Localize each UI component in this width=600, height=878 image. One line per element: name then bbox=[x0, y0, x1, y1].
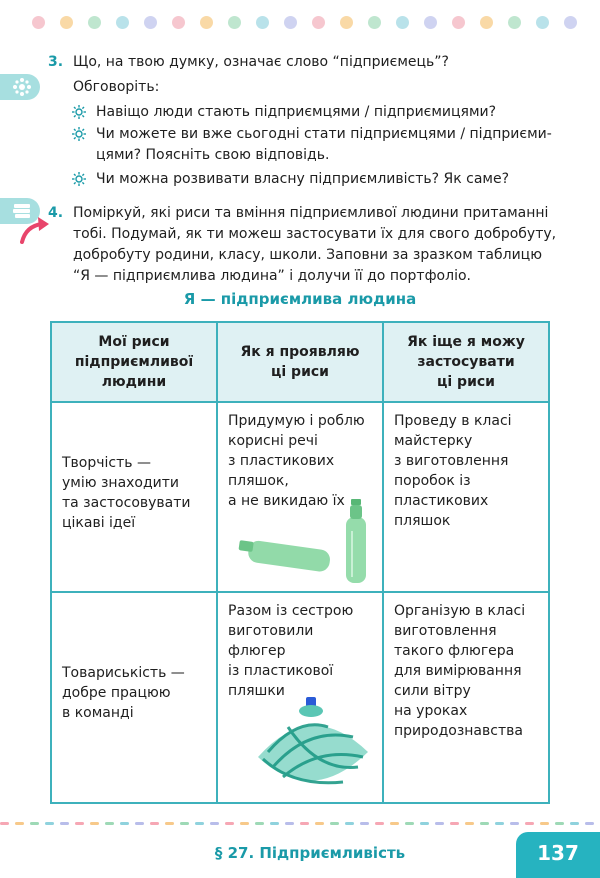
cell-text-line: Творчість — bbox=[62, 455, 151, 471]
table-cell bbox=[383, 402, 549, 592]
decorative-dash bbox=[525, 822, 534, 825]
table-cell bbox=[217, 402, 383, 592]
question-text-line: Поміркуй, які риси та вміння підприємливої людини притаманні bbox=[73, 205, 549, 221]
decorative-dash bbox=[120, 822, 129, 825]
decorative-dash bbox=[30, 822, 39, 825]
sun-bullet-icon bbox=[72, 172, 86, 186]
cell-text-line: пляшки bbox=[228, 683, 285, 699]
decorative-dash bbox=[210, 822, 219, 825]
decorative-dash bbox=[45, 822, 54, 825]
decorative-dash bbox=[465, 822, 474, 825]
decorative-dot bbox=[228, 16, 241, 29]
decorative-dash bbox=[480, 822, 489, 825]
table-cell bbox=[51, 592, 217, 803]
table-cell bbox=[217, 592, 383, 803]
decorative-dot bbox=[60, 16, 73, 29]
cell-text-line: для вимірювання bbox=[394, 663, 522, 679]
decorative-dot bbox=[200, 16, 213, 29]
wind-spinner-image bbox=[248, 697, 378, 797]
cell-text-line: з пластикових bbox=[228, 453, 335, 469]
decorative-dash bbox=[585, 822, 594, 825]
cell-text-line: та застосовувати bbox=[62, 495, 191, 511]
cell-text-line: сили вітру bbox=[394, 683, 471, 699]
cell-text-line: Придумую і роблю bbox=[228, 413, 365, 429]
table-header-row bbox=[51, 322, 549, 402]
decorative-dash bbox=[420, 822, 429, 825]
decorative-dash bbox=[570, 822, 579, 825]
discussion-icon bbox=[12, 77, 32, 97]
cell-text-line: Організую в класі bbox=[394, 603, 526, 619]
question-number: 3. bbox=[48, 54, 64, 70]
decorative-dash bbox=[540, 822, 549, 825]
bottom-dashed-divider bbox=[0, 822, 600, 826]
decorative-dash bbox=[255, 822, 264, 825]
decorative-dash bbox=[375, 822, 384, 825]
cell-text-line: корисні речі bbox=[228, 433, 318, 449]
decorative-dot bbox=[340, 16, 353, 29]
decorative-dash bbox=[315, 822, 324, 825]
cell-text-line: Товариськість — bbox=[62, 665, 185, 681]
decorative-dash bbox=[75, 822, 84, 825]
cell-text-line: пляшок, bbox=[228, 473, 289, 489]
cell-text-line: поробок із bbox=[394, 473, 471, 489]
question-text-line: тобі. Подумай, як ти можеш застосувати їх для свого добробуту, bbox=[73, 226, 557, 242]
decorative-dot bbox=[508, 16, 521, 29]
question-text-line: “Я — підприємлива людина” і долучи її до портфоліо. bbox=[73, 268, 471, 284]
decorative-dash bbox=[555, 822, 564, 825]
decorative-dot bbox=[368, 16, 381, 29]
decorative-dot bbox=[424, 16, 437, 29]
decorative-dash bbox=[360, 822, 369, 825]
bullet-text-line-2: цями? Поясніть свою відповідь. bbox=[96, 147, 330, 163]
cell-text-line: цікаві ідеї bbox=[62, 515, 136, 531]
sun-bullet-icon bbox=[72, 105, 86, 119]
decorative-dot bbox=[172, 16, 185, 29]
table-header-cell: Як я проявляю ці риси bbox=[217, 322, 383, 402]
table-cell bbox=[51, 402, 217, 592]
cell-text-line: пляшок bbox=[394, 513, 451, 529]
question-text-line: добробуту родини, класу, школи. Заповни за зразком таблицю bbox=[73, 247, 542, 263]
decorative-dash bbox=[60, 822, 69, 825]
traits-table bbox=[50, 321, 550, 804]
decorative-dot bbox=[284, 16, 297, 29]
top-decorative-dots bbox=[32, 16, 592, 30]
curved-arrow-icon bbox=[20, 216, 50, 244]
cell-text-line: виготовили bbox=[228, 623, 314, 639]
decorative-dot bbox=[144, 16, 157, 29]
decorative-dot bbox=[32, 16, 45, 29]
decorative-dash bbox=[435, 822, 444, 825]
decorative-dot bbox=[564, 16, 577, 29]
table-header-cell: Як іще я можу застосувати ці риси bbox=[383, 322, 549, 402]
table-header-cell: Мої риси підприємливої людини bbox=[51, 322, 217, 402]
decorative-dot bbox=[396, 16, 409, 29]
sun-bullet-icon bbox=[72, 127, 86, 141]
decorative-dash bbox=[90, 822, 99, 825]
decorative-dash bbox=[510, 822, 519, 825]
decorative-dash bbox=[195, 822, 204, 825]
cell-text-line: флюгер bbox=[228, 643, 286, 659]
cell-text-line: в команді bbox=[62, 705, 134, 721]
decorative-dash bbox=[135, 822, 144, 825]
cell-text-line: виготовлення bbox=[394, 623, 497, 639]
decorative-dash bbox=[105, 822, 114, 825]
decorative-dot bbox=[256, 16, 269, 29]
decorative-dash bbox=[405, 822, 414, 825]
decorative-dash bbox=[450, 822, 459, 825]
table-cell bbox=[383, 592, 549, 803]
plastic-bottles-image bbox=[238, 497, 378, 587]
discuss-label: Обговоріть: bbox=[73, 79, 160, 95]
page-number-box bbox=[516, 832, 600, 878]
decorative-dash bbox=[165, 822, 174, 825]
table-row bbox=[51, 402, 549, 592]
cell-text-line: на уроках bbox=[394, 703, 468, 719]
table-row bbox=[51, 592, 549, 803]
decorative-dot bbox=[480, 16, 493, 29]
decorative-dot bbox=[116, 16, 129, 29]
decorative-dash bbox=[150, 822, 159, 825]
decorative-dash bbox=[225, 822, 234, 825]
decorative-dot bbox=[452, 16, 465, 29]
decorative-dash bbox=[180, 822, 189, 825]
decorative-dot bbox=[88, 16, 101, 29]
cell-text-line: природознавства bbox=[394, 723, 523, 739]
decorative-dash bbox=[15, 822, 24, 825]
cell-text-line: із пластикової bbox=[228, 663, 334, 679]
decorative-dash bbox=[0, 822, 9, 825]
question-number: 4. bbox=[48, 205, 64, 221]
decorative-dot bbox=[312, 16, 325, 29]
discussion-side-tab bbox=[0, 74, 40, 100]
decorative-dash bbox=[240, 822, 249, 825]
section-title: § 27. Підприємливість bbox=[214, 844, 406, 862]
decorative-dash bbox=[330, 822, 339, 825]
bullet-text: Чи можна розвивати власну підприємливість? Як саме? bbox=[96, 171, 510, 187]
bullet-text-line-1: Чи можете ви вже сьогодні стати підприємцями / підприєми- bbox=[96, 126, 552, 142]
cell-text-line: з виготовлення bbox=[394, 453, 509, 469]
question-text: Що, на твою думку, означає слово “підприємець”? bbox=[73, 54, 449, 70]
cell-text-line: а не викидаю їх bbox=[228, 493, 345, 509]
decorative-dash bbox=[300, 822, 309, 825]
decorative-dash bbox=[285, 822, 294, 825]
bullet-text: Навіщо люди стають підприємцями / підприємицями? bbox=[96, 104, 497, 120]
cell-text-line: Проведу в класі bbox=[394, 413, 512, 429]
page-number: 137 bbox=[537, 841, 579, 865]
cell-text-line: добре працюю bbox=[62, 685, 171, 701]
decorative-dash bbox=[390, 822, 399, 825]
decorative-dash bbox=[270, 822, 279, 825]
cell-text-line: Разом із сестрою bbox=[228, 603, 354, 619]
decorative-dot bbox=[536, 16, 549, 29]
decorative-dash bbox=[345, 822, 354, 825]
cell-text-line: такого флюгера bbox=[394, 643, 515, 659]
cell-text-line: пластикових bbox=[394, 493, 489, 509]
table-title: Я — підприємлива людина bbox=[183, 290, 417, 308]
decorative-dash bbox=[495, 822, 504, 825]
cell-text-line: майстерку bbox=[394, 433, 473, 449]
cell-text-line: умію знаходити bbox=[62, 475, 180, 491]
